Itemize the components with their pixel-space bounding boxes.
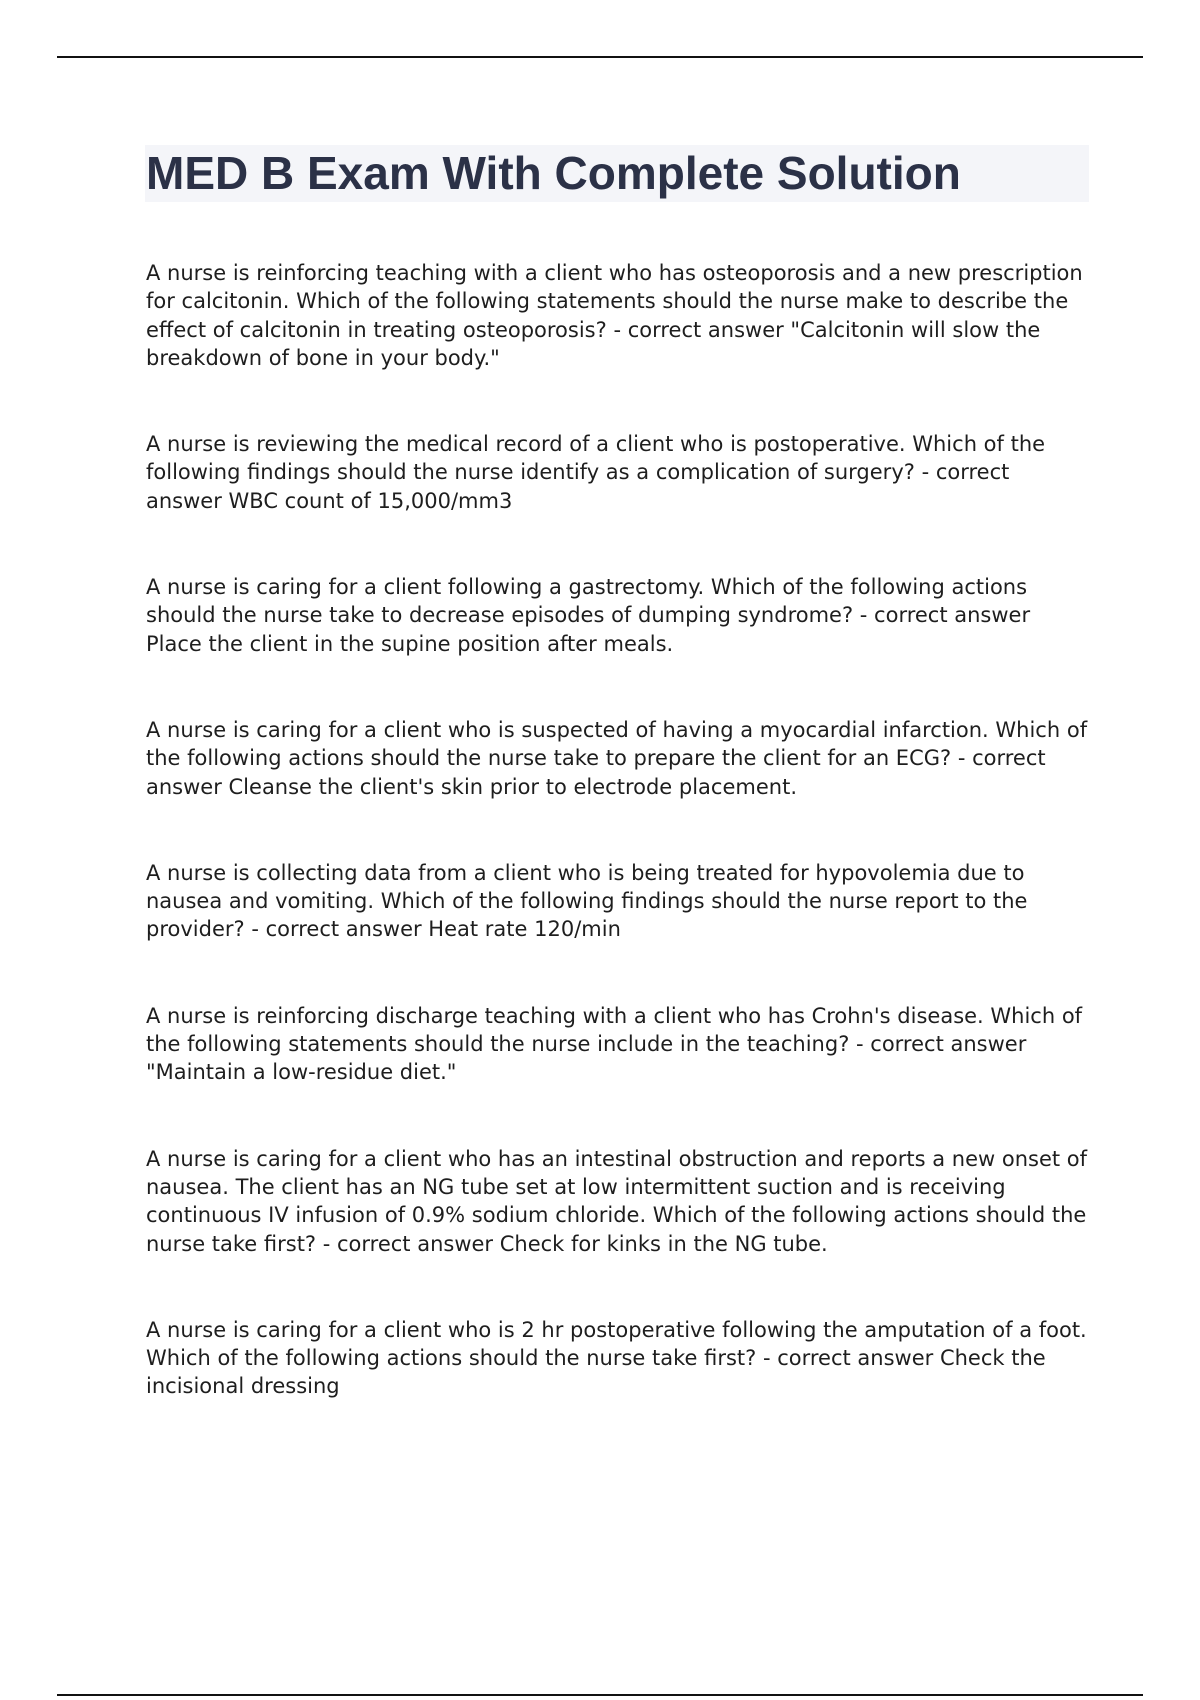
document-title: MED B Exam With Complete Solution bbox=[146, 147, 961, 199]
qa-item-7: A nurse is caring for a client who has an intestinal obstruction and reports a new onset of nausea. The client has an NG tube set at low intermittent suction and is receiving continuous IV infusion of 0.9% sodium chloride. Which of the following actions should the nurse take first? - correct answer Check for kinks in the NG tube. bbox=[146, 1146, 1088, 1256]
qa-item-2: A nurse is reviewing the medical record of a client who is postoperative. Which of the following findings should the nurse identify as a complication of surgery? - correct answer WBC count of 15,000/mm3 bbox=[146, 432, 1046, 513]
qa-item-3: A nurse is caring for a client following a gastrectomy. Which of the following actions should the nurse take to decrease episodes of dumping syndrome? - correct answer Place the client in the supine position after meals. bbox=[146, 575, 1031, 656]
qa-item-4: A nurse is caring for a client who is suspected of having a myocardial infarction. Which of the following actions should the nurse take to prepare the client for an ECG? - correct answer Cleanse the client's skin prior to electrode placement. bbox=[146, 717, 1088, 799]
qa-item-1: A nurse is reinforcing teaching with a client who has osteoporosis and a new prescription for calcitonin. Which of the following statements should the nurse make to describe the effect of calcitonin in treating osteoporosis? - correct answer "Calcitonin will slow the breakdown of bone in your body." bbox=[146, 261, 1083, 370]
qa-item-5: A nurse is collecting data from a client who is being treated for hypovolemia due to nausea and vomiting. Which of the following findings should the nurse report to the provider? - correct answer Heat rate 120/min bbox=[146, 860, 1028, 942]
header-rule bbox=[57, 56, 1143, 58]
qa-item-6: A nurse is reinforcing discharge teaching with a client who has Crohn's disease. Which of the following statements should the nurse include in the teaching? - correct answer "Maintain a low-residue diet." bbox=[146, 1003, 1083, 1085]
qa-item-8: A nurse is caring for a client who is 2 hr postoperative following the amputation of a foot. Which of the following actions should the nurse take first? - correct answer Check the incisional dressing bbox=[146, 1317, 1087, 1399]
qa-list bbox=[146, 259, 1091, 1401]
footer-rule bbox=[57, 1694, 1143, 1696]
